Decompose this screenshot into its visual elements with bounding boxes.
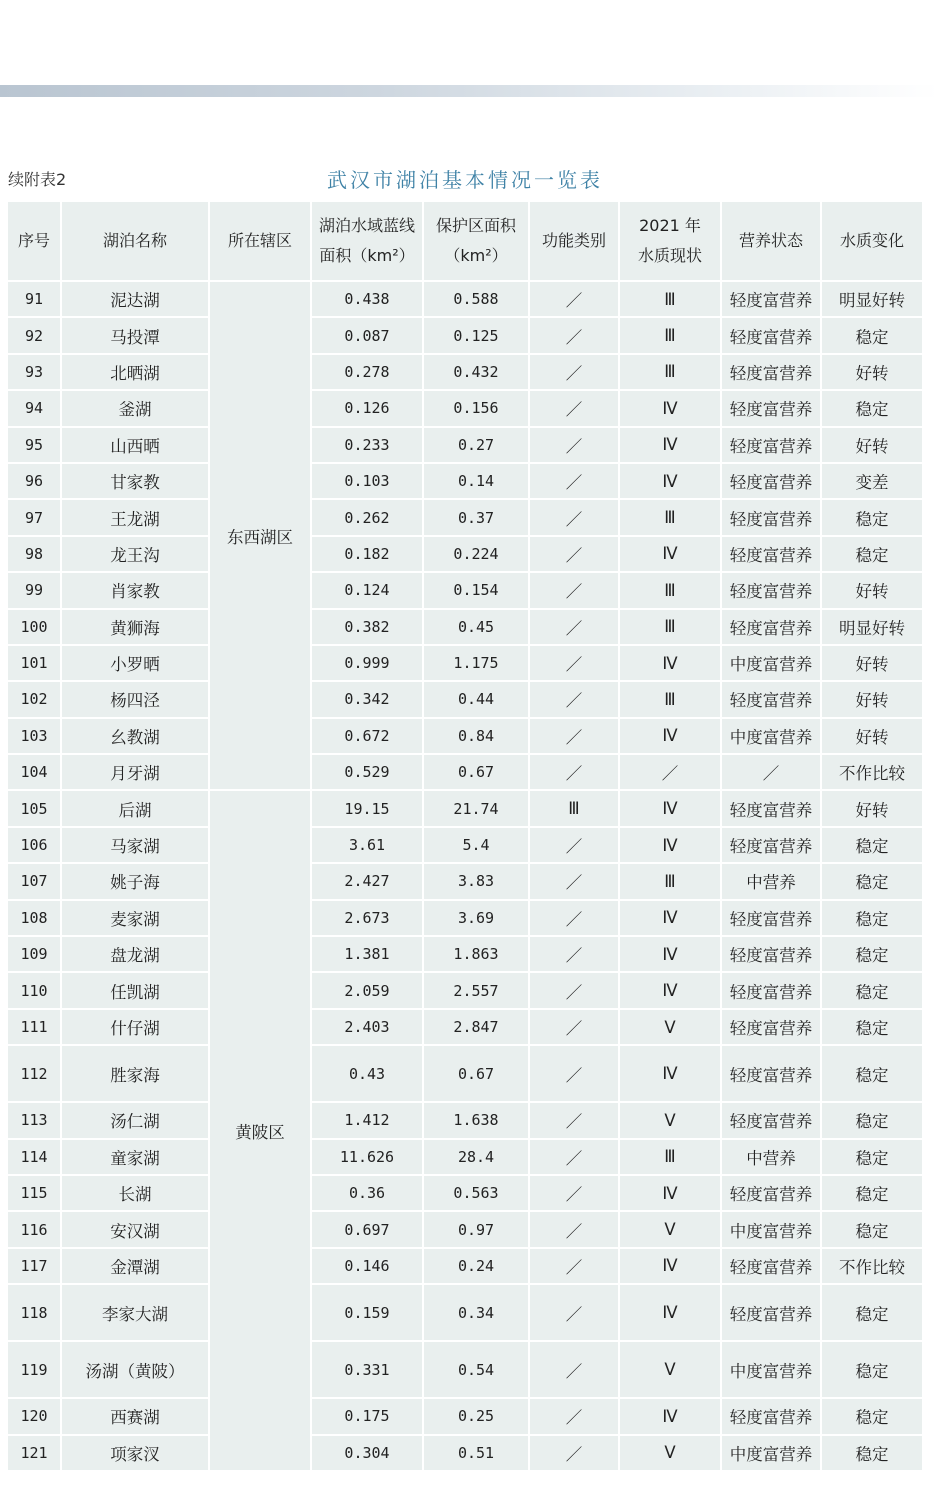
seq-cell: 118 bbox=[8, 1285, 60, 1340]
table-row bbox=[8, 500, 922, 534]
quality-change-cell: 稳定 bbox=[822, 1436, 922, 1470]
function-class-cell: ／ bbox=[530, 1436, 618, 1470]
function-class-cell: ／ bbox=[530, 937, 618, 971]
function-class-cell: ／ bbox=[530, 355, 618, 389]
nutrition-status-cell: 轻度富营养 bbox=[722, 500, 820, 534]
nutrition-status-cell: ／ bbox=[722, 755, 820, 789]
nutrition-status-cell: 轻度富营养 bbox=[722, 355, 820, 389]
water-quality-cell: Ⅳ bbox=[620, 1285, 720, 1340]
protected-area-cell: 21.74 bbox=[424, 791, 528, 825]
water-quality-cell: Ⅳ bbox=[620, 901, 720, 935]
table-row bbox=[8, 828, 922, 862]
table-row bbox=[8, 282, 922, 316]
water-quality-cell: Ⅲ bbox=[620, 355, 720, 389]
function-class-cell: ／ bbox=[530, 318, 618, 352]
seq-cell: 109 bbox=[8, 937, 60, 971]
protected-area-cell: 0.51 bbox=[424, 1436, 528, 1470]
quality-change-cell: 稳定 bbox=[822, 318, 922, 352]
seq-cell: 120 bbox=[8, 1399, 60, 1433]
function-class-cell: ／ bbox=[530, 719, 618, 753]
water-quality-cell: Ⅳ bbox=[620, 1249, 720, 1283]
blue-line-area-cell: 2.673 bbox=[312, 901, 422, 935]
blue-line-area-cell: 0.697 bbox=[312, 1212, 422, 1246]
function-class-cell: ／ bbox=[530, 282, 618, 316]
water-quality-cell: Ⅴ bbox=[620, 1436, 720, 1470]
table-row bbox=[8, 1399, 922, 1433]
lake-name-cell: 李家大湖 bbox=[62, 1285, 208, 1340]
water-quality-cell: Ⅲ bbox=[620, 610, 720, 644]
nutrition-status-cell: 轻度富营养 bbox=[722, 573, 820, 607]
blue-line-area-cell: 0.36 bbox=[312, 1176, 422, 1210]
function-class-cell: Ⅲ bbox=[530, 791, 618, 825]
lake-name-cell: 任凯湖 bbox=[62, 973, 208, 1007]
water-quality-cell: Ⅳ bbox=[620, 973, 720, 1007]
quality-change-cell: 好转 bbox=[822, 682, 922, 716]
district-cell: 东西湖区 bbox=[210, 282, 310, 789]
lake-name-cell: 小罗晒 bbox=[62, 646, 208, 680]
function-class-cell: ／ bbox=[530, 682, 618, 716]
seq-cell: 113 bbox=[8, 1103, 60, 1137]
table-row bbox=[8, 464, 922, 498]
function-class-cell: ／ bbox=[530, 391, 618, 425]
lake-name-cell: 王龙湖 bbox=[62, 500, 208, 534]
blue-line-area-cell: 0.342 bbox=[312, 682, 422, 716]
lake-name-cell: 什仔湖 bbox=[62, 1010, 208, 1044]
nutrition-status-cell: 轻度富营养 bbox=[722, 973, 820, 1007]
nutrition-status-cell: 中度富营养 bbox=[722, 1212, 820, 1246]
protected-area-cell: 0.27 bbox=[424, 428, 528, 462]
protected-area-cell: 0.97 bbox=[424, 1212, 528, 1246]
blue-line-area-cell: 0.438 bbox=[312, 282, 422, 316]
lake-name-cell: 童家湖 bbox=[62, 1140, 208, 1174]
nutrition-status-cell: 中度富营养 bbox=[722, 719, 820, 753]
header-protected-area: 保护区面积 （km²） bbox=[424, 202, 528, 280]
table-row bbox=[8, 682, 922, 716]
protected-area-cell: 0.125 bbox=[424, 318, 528, 352]
table-row bbox=[8, 610, 922, 644]
water-quality-cell: Ⅴ bbox=[620, 1010, 720, 1044]
water-quality-cell: Ⅳ bbox=[620, 828, 720, 862]
quality-change-cell: 稳定 bbox=[822, 901, 922, 935]
quality-change-cell: 稳定 bbox=[822, 973, 922, 1007]
function-class-cell: ／ bbox=[530, 1249, 618, 1283]
blue-line-area-cell: 0.103 bbox=[312, 464, 422, 498]
quality-change-cell: 稳定 bbox=[822, 537, 922, 571]
quality-change-cell: 变差 bbox=[822, 464, 922, 498]
blue-line-area-cell: 0.262 bbox=[312, 500, 422, 534]
water-quality-cell: Ⅳ bbox=[620, 428, 720, 462]
header-function-class: 功能类别 bbox=[530, 202, 618, 280]
function-class-cell: ／ bbox=[530, 1103, 618, 1137]
protected-area-cell: 28.4 bbox=[424, 1140, 528, 1174]
blue-line-area-cell: 2.427 bbox=[312, 864, 422, 898]
nutrition-status-cell: 轻度富营养 bbox=[722, 828, 820, 862]
seq-cell: 112 bbox=[8, 1046, 60, 1101]
function-class-cell: ／ bbox=[530, 1399, 618, 1433]
blue-line-area-cell: 0.529 bbox=[312, 755, 422, 789]
protected-area-cell: 0.34 bbox=[424, 1285, 528, 1340]
nutrition-status-cell: 轻度富营养 bbox=[722, 937, 820, 971]
function-class-cell: ／ bbox=[530, 500, 618, 534]
quality-change-cell: 稳定 bbox=[822, 937, 922, 971]
table-row bbox=[8, 973, 922, 1007]
lake-name-cell: 姚子海 bbox=[62, 864, 208, 898]
blue-line-area-cell: 0.331 bbox=[312, 1342, 422, 1397]
blue-line-area-cell: 1.381 bbox=[312, 937, 422, 971]
protected-area-cell: 0.54 bbox=[424, 1342, 528, 1397]
function-class-cell: ／ bbox=[530, 973, 618, 1007]
blue-line-area-cell: 0.182 bbox=[312, 537, 422, 571]
seq-cell: 110 bbox=[8, 973, 60, 1007]
protected-area-cell: 2.847 bbox=[424, 1010, 528, 1044]
seq-cell: 92 bbox=[8, 318, 60, 352]
function-class-cell: ／ bbox=[530, 864, 618, 898]
blue-line-area-cell: 0.124 bbox=[312, 573, 422, 607]
quality-change-cell: 不作比较 bbox=[822, 755, 922, 789]
water-quality-cell: Ⅳ bbox=[620, 464, 720, 498]
nutrition-status-cell: 轻度富营养 bbox=[722, 1285, 820, 1340]
lake-name-cell: 长湖 bbox=[62, 1176, 208, 1210]
water-quality-cell: Ⅲ bbox=[620, 282, 720, 316]
nutrition-status-cell: 轻度富营养 bbox=[722, 1249, 820, 1283]
nutrition-status-cell: 中度富营养 bbox=[722, 1436, 820, 1470]
blue-line-area-cell: 19.15 bbox=[312, 791, 422, 825]
water-quality-cell: Ⅴ bbox=[620, 1103, 720, 1137]
table-row bbox=[8, 1285, 922, 1340]
lake-name-cell: 后湖 bbox=[62, 791, 208, 825]
lake-name-cell: 龙王沟 bbox=[62, 537, 208, 571]
lake-name-cell: 杨四泾 bbox=[62, 682, 208, 716]
function-class-cell: ／ bbox=[530, 428, 618, 462]
table-row bbox=[8, 937, 922, 971]
protected-area-cell: 0.25 bbox=[424, 1399, 528, 1433]
header-blue-line-area: 湖泊水域蓝线 面积（km²） bbox=[312, 202, 422, 280]
seq-cell: 93 bbox=[8, 355, 60, 389]
protected-area-cell: 0.45 bbox=[424, 610, 528, 644]
blue-line-area-cell: 1.412 bbox=[312, 1103, 422, 1137]
blue-line-area-cell: 0.304 bbox=[312, 1436, 422, 1470]
table-row bbox=[8, 1436, 922, 1470]
table-label: 续附表2 bbox=[8, 170, 67, 189]
blue-line-area-cell: 3.61 bbox=[312, 828, 422, 862]
nutrition-status-cell: 轻度富营养 bbox=[722, 464, 820, 498]
seq-cell: 105 bbox=[8, 791, 60, 825]
function-class-cell: ／ bbox=[530, 1285, 618, 1340]
function-class-cell: ／ bbox=[530, 755, 618, 789]
function-class-cell: ／ bbox=[530, 573, 618, 607]
quality-change-cell: 稳定 bbox=[822, 1010, 922, 1044]
quality-change-cell: 好转 bbox=[822, 791, 922, 825]
quality-change-cell: 不作比较 bbox=[822, 1249, 922, 1283]
seq-cell: 91 bbox=[8, 282, 60, 316]
table-row bbox=[8, 755, 922, 789]
protected-area-cell: 1.638 bbox=[424, 1103, 528, 1137]
function-class-cell: ／ bbox=[530, 1176, 618, 1210]
protected-area-cell: 0.432 bbox=[424, 355, 528, 389]
nutrition-status-cell: 轻度富营养 bbox=[722, 1046, 820, 1101]
nutrition-status-cell: 轻度富营养 bbox=[722, 1103, 820, 1137]
nutrition-status-cell: 轻度富营养 bbox=[722, 391, 820, 425]
quality-change-cell: 稳定 bbox=[822, 391, 922, 425]
lake-name-cell: 项家汊 bbox=[62, 1436, 208, 1470]
nutrition-status-cell: 中营养 bbox=[722, 1140, 820, 1174]
table-row bbox=[8, 1010, 922, 1044]
table-row bbox=[8, 1140, 922, 1174]
quality-change-cell: 稳定 bbox=[822, 1046, 922, 1101]
lake-name-cell: 安汉湖 bbox=[62, 1212, 208, 1246]
nutrition-status-cell: 轻度富营养 bbox=[722, 682, 820, 716]
blue-line-area-cell: 11.626 bbox=[312, 1140, 422, 1174]
water-quality-cell: Ⅲ bbox=[620, 573, 720, 607]
protected-area-cell: 0.67 bbox=[424, 755, 528, 789]
header-water-quality: 2021 年 水质现状 bbox=[620, 202, 720, 280]
table-row bbox=[8, 1176, 922, 1210]
protected-area-cell: 0.14 bbox=[424, 464, 528, 498]
nutrition-status-cell: 轻度富营养 bbox=[722, 282, 820, 316]
water-quality-cell: Ⅳ bbox=[620, 719, 720, 753]
water-quality-cell: Ⅲ bbox=[620, 682, 720, 716]
lake-table bbox=[6, 200, 924, 1472]
protected-area-cell: 0.563 bbox=[424, 1176, 528, 1210]
seq-cell: 114 bbox=[8, 1140, 60, 1174]
quality-change-cell: 稳定 bbox=[822, 1103, 922, 1137]
water-quality-cell: Ⅳ bbox=[620, 537, 720, 571]
blue-line-area-cell: 0.233 bbox=[312, 428, 422, 462]
quality-change-cell: 稳定 bbox=[822, 828, 922, 862]
header-row bbox=[8, 202, 922, 280]
protected-area-cell: 0.44 bbox=[424, 682, 528, 716]
lake-name-cell: 北晒湖 bbox=[62, 355, 208, 389]
blue-line-area-cell: 2.403 bbox=[312, 1010, 422, 1044]
lake-name-cell: 马投潭 bbox=[62, 318, 208, 352]
header-district: 所在辖区 bbox=[210, 202, 310, 280]
function-class-cell: ／ bbox=[530, 610, 618, 644]
lake-name-cell: 盘龙湖 bbox=[62, 937, 208, 971]
table-row bbox=[8, 1249, 922, 1283]
function-class-cell: ／ bbox=[530, 646, 618, 680]
seq-cell: 101 bbox=[8, 646, 60, 680]
seq-cell: 117 bbox=[8, 1249, 60, 1283]
protected-area-cell: 0.37 bbox=[424, 500, 528, 534]
protected-area-cell: 0.156 bbox=[424, 391, 528, 425]
protected-area-cell: 3.83 bbox=[424, 864, 528, 898]
protected-area-cell: 2.557 bbox=[424, 973, 528, 1007]
blue-line-area-cell: 0.43 bbox=[312, 1046, 422, 1101]
protected-area-cell: 0.24 bbox=[424, 1249, 528, 1283]
function-class-cell: ／ bbox=[530, 1342, 618, 1397]
table-row bbox=[8, 537, 922, 571]
table-row bbox=[8, 355, 922, 389]
lake-name-cell: 西赛湖 bbox=[62, 1399, 208, 1433]
water-quality-cell: Ⅳ bbox=[620, 391, 720, 425]
water-quality-cell: Ⅴ bbox=[620, 1212, 720, 1246]
table-row bbox=[8, 573, 922, 607]
header-nutrition-status: 营养状态 bbox=[722, 202, 820, 280]
quality-change-cell: 稳定 bbox=[822, 864, 922, 898]
table-row bbox=[8, 318, 922, 352]
quality-change-cell: 稳定 bbox=[822, 500, 922, 534]
lake-name-cell: 甘家教 bbox=[62, 464, 208, 498]
nutrition-status-cell: 中度富营养 bbox=[722, 1342, 820, 1397]
water-quality-cell: Ⅳ bbox=[620, 937, 720, 971]
lake-name-cell: 麦家湖 bbox=[62, 901, 208, 935]
table-row bbox=[8, 864, 922, 898]
quality-change-cell: 明显好转 bbox=[822, 610, 922, 644]
seq-cell: 97 bbox=[8, 500, 60, 534]
quality-change-cell: 好转 bbox=[822, 355, 922, 389]
quality-change-cell: 好转 bbox=[822, 573, 922, 607]
quality-change-cell: 好转 bbox=[822, 646, 922, 680]
quality-change-cell: 好转 bbox=[822, 719, 922, 753]
quality-change-cell: 稳定 bbox=[822, 1285, 922, 1340]
nutrition-status-cell: 中营养 bbox=[722, 864, 820, 898]
seq-cell: 99 bbox=[8, 573, 60, 607]
water-quality-cell: Ⅲ bbox=[620, 500, 720, 534]
nutrition-status-cell: 轻度富营养 bbox=[722, 318, 820, 352]
quality-change-cell: 稳定 bbox=[822, 1399, 922, 1433]
lake-name-cell: 汤仁湖 bbox=[62, 1103, 208, 1137]
protected-area-cell: 1.863 bbox=[424, 937, 528, 971]
lake-name-cell: 山西晒 bbox=[62, 428, 208, 462]
lake-name-cell: 幺教湖 bbox=[62, 719, 208, 753]
table-row bbox=[8, 719, 922, 753]
function-class-cell: ／ bbox=[530, 828, 618, 862]
seq-cell: 111 bbox=[8, 1010, 60, 1044]
seq-cell: 115 bbox=[8, 1176, 60, 1210]
seq-cell: 102 bbox=[8, 682, 60, 716]
table-row bbox=[8, 1212, 922, 1246]
water-quality-cell: Ⅲ bbox=[620, 1140, 720, 1174]
seq-cell: 94 bbox=[8, 391, 60, 425]
blue-line-area-cell: 0.146 bbox=[312, 1249, 422, 1283]
header-decor-bar bbox=[0, 85, 938, 97]
water-quality-cell: Ⅳ bbox=[620, 646, 720, 680]
blue-line-area-cell: 0.382 bbox=[312, 610, 422, 644]
lake-name-cell: 肖家教 bbox=[62, 573, 208, 607]
lake-name-cell: 金潭湖 bbox=[62, 1249, 208, 1283]
nutrition-status-cell: 轻度富营养 bbox=[722, 901, 820, 935]
nutrition-status-cell: 轻度富营养 bbox=[722, 791, 820, 825]
table-row bbox=[8, 1103, 922, 1137]
water-quality-cell: Ⅴ bbox=[620, 1342, 720, 1397]
protected-area-cell: 3.69 bbox=[424, 901, 528, 935]
function-class-cell: ／ bbox=[530, 1046, 618, 1101]
seq-cell: 107 bbox=[8, 864, 60, 898]
district-cell: 黄陂区 bbox=[210, 791, 310, 1469]
seq-cell: 96 bbox=[8, 464, 60, 498]
quality-change-cell: 稳定 bbox=[822, 1176, 922, 1210]
header-quality-change: 水质变化 bbox=[822, 202, 922, 280]
lake-name-cell: 釜湖 bbox=[62, 391, 208, 425]
protected-area-cell: 1.175 bbox=[424, 646, 528, 680]
quality-change-cell: 稳定 bbox=[822, 1140, 922, 1174]
lake-name-cell: 汤湖（黄陂） bbox=[62, 1342, 208, 1397]
function-class-cell: ／ bbox=[530, 464, 618, 498]
table-row bbox=[8, 1342, 922, 1397]
water-quality-cell: ／ bbox=[620, 755, 720, 789]
water-quality-cell: Ⅳ bbox=[620, 1399, 720, 1433]
function-class-cell: ／ bbox=[530, 901, 618, 935]
table-row bbox=[8, 646, 922, 680]
protected-area-cell: 0.84 bbox=[424, 719, 528, 753]
function-class-cell: ／ bbox=[530, 1212, 618, 1246]
seq-cell: 106 bbox=[8, 828, 60, 862]
quality-change-cell: 好转 bbox=[822, 428, 922, 462]
table-row bbox=[8, 791, 922, 825]
protected-area-cell: 0.154 bbox=[424, 573, 528, 607]
seq-cell: 100 bbox=[8, 610, 60, 644]
nutrition-status-cell: 轻度富营养 bbox=[722, 537, 820, 571]
protected-area-cell: 0.224 bbox=[424, 537, 528, 571]
quality-change-cell: 稳定 bbox=[822, 1212, 922, 1246]
protected-area-cell: 0.67 bbox=[424, 1046, 528, 1101]
header-lake-name: 湖泊名称 bbox=[62, 202, 208, 280]
blue-line-area-cell: 0.126 bbox=[312, 391, 422, 425]
table-row bbox=[8, 391, 922, 425]
page-title: 武汉市湖泊基本情况一览表 bbox=[327, 168, 603, 192]
water-quality-cell: Ⅳ bbox=[620, 1176, 720, 1210]
blue-line-area-cell: 0.672 bbox=[312, 719, 422, 753]
nutrition-status-cell: 中度富营养 bbox=[722, 646, 820, 680]
table-row bbox=[8, 428, 922, 462]
table-row bbox=[8, 901, 922, 935]
lake-name-cell: 胜家海 bbox=[62, 1046, 208, 1101]
header-seq: 序号 bbox=[8, 202, 60, 280]
seq-cell: 98 bbox=[8, 537, 60, 571]
seq-cell: 108 bbox=[8, 901, 60, 935]
lake-name-cell: 月牙湖 bbox=[62, 755, 208, 789]
protected-area-cell: 5.4 bbox=[424, 828, 528, 862]
blue-line-area-cell: 0.278 bbox=[312, 355, 422, 389]
lake-name-cell: 黄狮海 bbox=[62, 610, 208, 644]
blue-line-area-cell: 0.175 bbox=[312, 1399, 422, 1433]
function-class-cell: ／ bbox=[530, 1140, 618, 1174]
blue-line-area-cell: 0.087 bbox=[312, 318, 422, 352]
water-quality-cell: Ⅳ bbox=[620, 791, 720, 825]
nutrition-status-cell: 轻度富营养 bbox=[722, 1176, 820, 1210]
function-class-cell: ／ bbox=[530, 1010, 618, 1044]
blue-line-area-cell: 0.159 bbox=[312, 1285, 422, 1340]
lake-name-cell: 泥达湖 bbox=[62, 282, 208, 316]
blue-line-area-cell: 0.999 bbox=[312, 646, 422, 680]
quality-change-cell: 明显好转 bbox=[822, 282, 922, 316]
seq-cell: 103 bbox=[8, 719, 60, 753]
protected-area-cell: 0.588 bbox=[424, 282, 528, 316]
water-quality-cell: Ⅳ bbox=[620, 1046, 720, 1101]
seq-cell: 104 bbox=[8, 755, 60, 789]
nutrition-status-cell: 轻度富营养 bbox=[722, 610, 820, 644]
nutrition-status-cell: 轻度富营养 bbox=[722, 1399, 820, 1433]
seq-cell: 121 bbox=[8, 1436, 60, 1470]
seq-cell: 119 bbox=[8, 1342, 60, 1397]
lake-name-cell: 马家湖 bbox=[62, 828, 208, 862]
quality-change-cell: 稳定 bbox=[822, 1342, 922, 1397]
water-quality-cell: Ⅲ bbox=[620, 318, 720, 352]
function-class-cell: ／ bbox=[530, 537, 618, 571]
table-row bbox=[8, 1046, 922, 1101]
nutrition-status-cell: 轻度富营养 bbox=[722, 1010, 820, 1044]
seq-cell: 116 bbox=[8, 1212, 60, 1246]
blue-line-area-cell: 2.059 bbox=[312, 973, 422, 1007]
nutrition-status-cell: 轻度富营养 bbox=[722, 428, 820, 462]
water-quality-cell: Ⅲ bbox=[620, 864, 720, 898]
seq-cell: 95 bbox=[8, 428, 60, 462]
